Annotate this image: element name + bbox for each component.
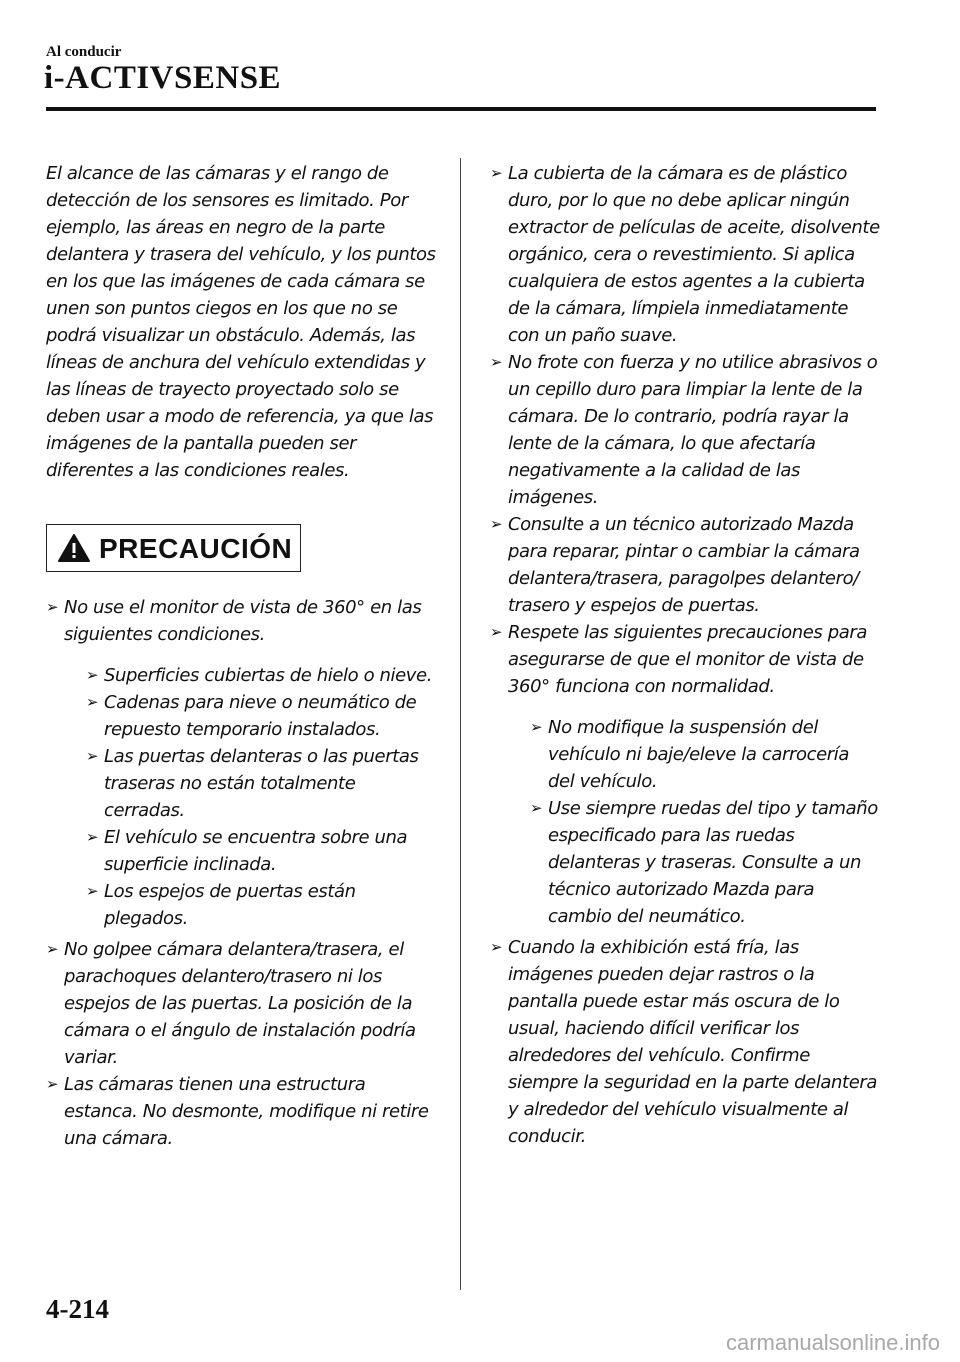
- arrow-bullet-icon: ➢: [530, 799, 543, 817]
- list-item: [46, 936, 436, 1071]
- arrow-bullet-icon: ➢: [490, 164, 503, 182]
- list-item-text: La cubierta de la cámara es de plástico duro, por lo que no debe aplicar ningún extractor de películas de aceite, disolvente orgánico, cera o revestimiento. Si aplica cualquiera de estos agentes a la cubierta de la cámara, límpiela inmediatamente con un paño suave.: [508, 163, 880, 346]
- title-rule: [46, 107, 876, 111]
- list-item-text: Las cámaras tienen una estructura estanca. No desmonte, modifique ni retire una cámara.: [64, 1074, 429, 1149]
- arrow-bullet-icon: ➢: [530, 718, 543, 736]
- sub-item-text: El vehículo se encuentra sobre una superficie inclinada.: [104, 827, 408, 875]
- column-divider: [460, 158, 461, 1290]
- right-column: [490, 160, 880, 1150]
- sub-list-item: [86, 878, 436, 932]
- sub-list-item: [86, 824, 436, 878]
- intro-paragraph: El alcance de las cámaras y el rango de detección de los sensores es limitado. Por ejemplo, las áreas en negro de la parte delantera y trasera del vehículo, y los puntos en los que las imágenes de cada cámara se unen son puntos ciegos en los que no se podrá visualizar un obstáculo. Además, las líneas de anchura del vehículo extendidas y las líneas de trayecto proyectado solo se deben usar a modo de referencia, ya que las imágenes de la pantalla pueden ser diferentes a las condiciones reales.: [46, 163, 436, 481]
- sub-list-item: [86, 689, 436, 743]
- arrow-bullet-icon: ➢: [490, 938, 503, 956]
- caution-title: PRECAUCIÓN: [99, 532, 293, 564]
- sub-item-text: Use siempre ruedas del tipo y tamaño especificado para las ruedas delanteras y traseras. Consulte a un técnico autorizado Mazda para cambio del neumático.: [548, 798, 878, 927]
- list-item-text: Cuando la exhibición está fría, las imágenes pueden dejar rastros o la pantalla puede estar más oscura de lo usual, haciendo difícil verificar los alrededores del vehículo. Confirme siempre la seguridad en la parte delantera y alrededor del vehículo visualmente al conducir.: [508, 937, 878, 1147]
- page-number: 4-214: [46, 1294, 109, 1324]
- caution-box: [46, 524, 301, 572]
- left-caution-list: [46, 594, 436, 1152]
- list-item: [490, 619, 880, 930]
- sub-item-text: Cadenas para nieve o neumático de repuesto temporario instalados.: [104, 692, 417, 740]
- arrow-bullet-icon: ➢: [46, 1075, 59, 1093]
- section-label: Al conducir: [46, 44, 122, 60]
- arrow-bullet-icon: ➢: [86, 882, 99, 900]
- sub-list: [508, 714, 880, 930]
- sub-list: [64, 662, 436, 932]
- sub-item-text: Las puertas delanteras o las puertas traseras no están totalmente cerradas.: [104, 746, 419, 821]
- chapter-title: i-ACTIVSENSE: [44, 60, 282, 96]
- sub-list-item: [530, 714, 880, 795]
- sub-item-text: No modifique la suspensión del vehículo ni baje/eleve la carrocería del vehículo.: [548, 717, 849, 792]
- sub-list-item: [530, 795, 880, 930]
- arrow-bullet-icon: ➢: [86, 666, 99, 684]
- left-column: [46, 160, 436, 1152]
- list-item: [46, 1071, 436, 1152]
- list-item: [46, 594, 436, 932]
- arrow-bullet-icon: ➢: [490, 623, 503, 641]
- warning-triangle-icon: [57, 533, 91, 563]
- right-caution-list: [490, 160, 880, 1150]
- arrow-bullet-icon: ➢: [490, 515, 503, 533]
- list-item-text: Consulte a un técnico autorizado Mazda para reparar, pintar o cambiar la cámara delantera/trasera, paragolpes delantero/ trasero y espejos de puertas.: [508, 514, 860, 616]
- arrow-bullet-icon: ➢: [86, 693, 99, 711]
- arrow-bullet-icon: ➢: [46, 598, 59, 616]
- list-item-text: No golpee cámara delantera/trasera, el parachoques delantero/trasero ni los espejos de las puertas. La posición de la cámara o el ángulo de instalación podría variar.: [64, 939, 416, 1068]
- list-item-text: No frote con fuerza y no utilice abrasivos o un cepillo duro para limpiar la lente de la cámara. De lo contrario, podría rayar la lente de la cámara, lo que afectaría negativamente a la calidad de las imágenes.: [508, 352, 878, 508]
- sub-list-item: [86, 743, 436, 824]
- list-item: [490, 934, 880, 1150]
- arrow-bullet-icon: ➢: [46, 940, 59, 958]
- arrow-bullet-icon: ➢: [490, 353, 503, 371]
- sub-item-text: Los espejos de puertas están plegados.: [104, 881, 356, 929]
- list-item: [490, 511, 880, 619]
- arrow-bullet-icon: ➢: [86, 747, 99, 765]
- list-item-text: No use el monitor de vista de 360° en las siguientes condiciones.: [64, 597, 422, 645]
- sub-item-text: Superficies cubiertas de hielo o nieve.: [104, 665, 433, 686]
- arrow-bullet-icon: ➢: [86, 828, 99, 846]
- watermark: carmanualsonline.info: [725, 1330, 940, 1355]
- list-item: [490, 349, 880, 511]
- list-item: [490, 160, 880, 349]
- list-item-text: Respete las siguientes precauciones para asegurarse de que el monitor de vista de 360° funciona con normalidad.: [508, 622, 867, 697]
- sub-list-item: [86, 662, 436, 689]
